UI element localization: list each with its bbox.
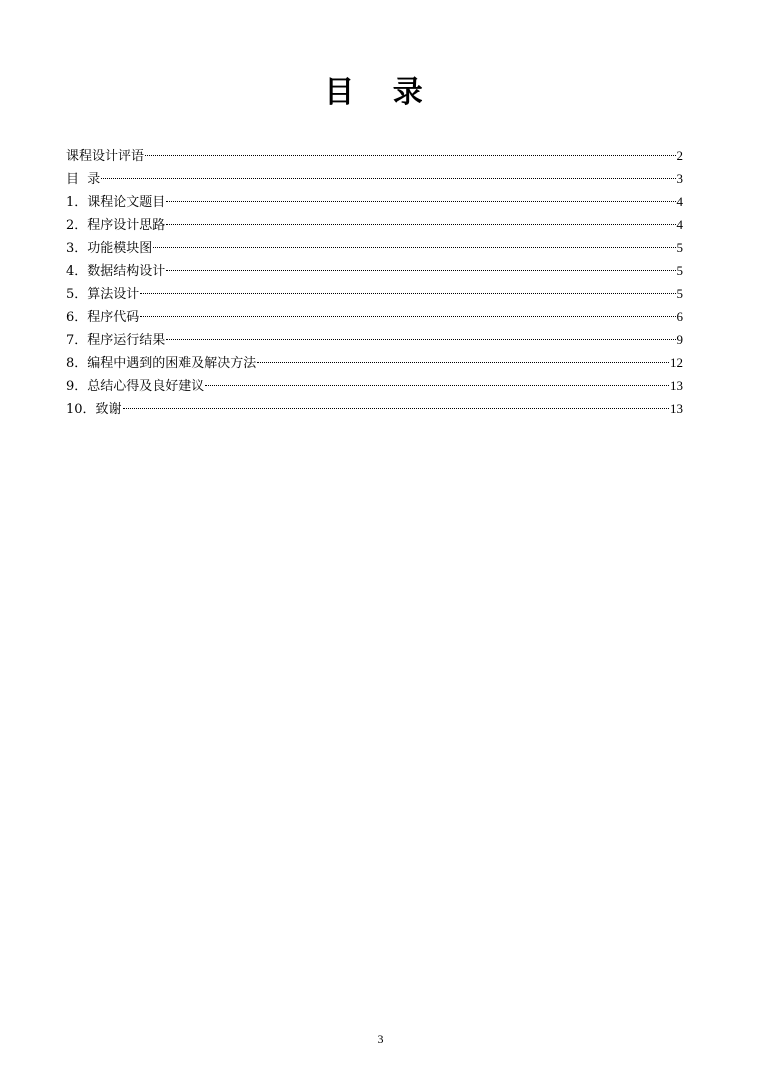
toc-leader-dots: [166, 201, 675, 202]
toc-leader-dots: [153, 247, 675, 248]
toc-entry[interactable]: [66, 238, 683, 261]
toc-entry-label: 目 录: [66, 172, 101, 187]
toc-entry-label: 2．程序设计思路: [66, 218, 166, 233]
toc-leader-dots: [101, 178, 675, 179]
toc-entry-page: 13: [670, 401, 683, 416]
toc-entry-page: 4: [676, 194, 683, 209]
toc-entry[interactable]: [66, 307, 683, 330]
toc-entry[interactable]: [66, 261, 683, 284]
toc-entry[interactable]: [66, 376, 683, 399]
toc-entry-label: 8．编程中遇到的困难及解决方法: [66, 356, 257, 371]
toc-leader-dots: [145, 155, 675, 156]
toc-leader-dots: [123, 408, 669, 409]
toc-entry[interactable]: [66, 330, 683, 353]
table-of-contents: [66, 146, 683, 422]
toc-entry-page: 3: [676, 171, 683, 186]
toc-leader-dots: [166, 270, 675, 271]
toc-entry-page: 2: [676, 148, 683, 163]
toc-entry-label: 3．功能模块图: [66, 241, 153, 256]
toc-entry-page: 12: [670, 355, 683, 370]
toc-entry-page: 6: [676, 309, 683, 324]
toc-entry[interactable]: [66, 284, 683, 307]
toc-entry-page: 5: [676, 286, 683, 301]
toc-entry-page: 13: [670, 378, 683, 393]
toc-entry-label: 1．课程论文题目: [66, 195, 166, 210]
page-number: 3: [377, 1032, 384, 1046]
toc-leader-dots: [205, 385, 669, 386]
toc-entry-page: 5: [676, 240, 683, 255]
toc-entry-page: 5: [676, 263, 683, 278]
toc-entry-label: 10．致谢: [66, 402, 122, 417]
toc-entry-label: 5．算法设计: [66, 287, 140, 302]
toc-entry-label: 6．程序代码: [66, 310, 140, 325]
toc-leader-dots: [257, 362, 669, 363]
toc-leader-dots: [140, 293, 675, 294]
toc-entry[interactable]: [66, 146, 683, 169]
toc-leader-dots: [166, 339, 675, 340]
toc-entry[interactable]: [66, 353, 683, 376]
toc-entry-label: 7．程序运行结果: [66, 333, 166, 348]
page-title: 目 录: [324, 75, 437, 110]
toc-entry[interactable]: [66, 215, 683, 238]
toc-entry-label: 4．数据结构设计: [66, 264, 166, 279]
toc-entry-page: 4: [676, 217, 683, 232]
toc-leader-dots: [166, 224, 675, 225]
toc-entry[interactable]: [66, 399, 683, 422]
toc-entry[interactable]: [66, 169, 683, 192]
toc-leader-dots: [140, 316, 675, 317]
toc-entry-page: 9: [676, 332, 683, 347]
toc-entry[interactable]: [66, 192, 683, 215]
toc-entry-label: 课程设计评语: [66, 149, 145, 164]
toc-entry-label: 9．总结心得及良好建议: [66, 379, 205, 394]
